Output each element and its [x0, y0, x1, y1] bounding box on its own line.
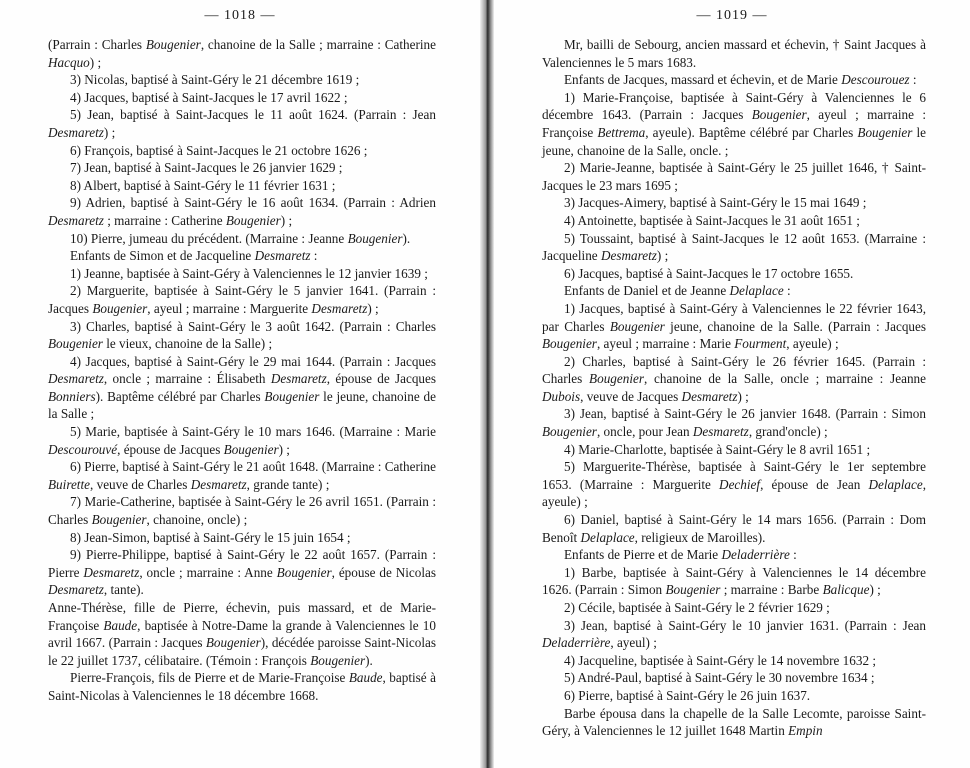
text-paragraph: 5) Marie, baptisée à Saint-Géry le 10 mars 1646. (Marraine : Marie Descourouvé, épouse de Jacques Bougenier) ;: [48, 424, 440, 457]
text-paragraph: 6) Pierre, baptisé à Saint-Géry le 26 juin 1637.: [564, 687, 811, 703]
text-paragraph: 5) André-Paul, baptisé à Saint-Géry le 30 novembre 1634 ;: [564, 670, 875, 686]
text-paragraph: 6) Pierre, baptisé à Saint-Géry le 21 août 1648. (Marraine : Catherine Buirette, veuve de Charles Desmaretz, grande tante) ;: [48, 459, 440, 492]
page-number: — 1018 —: [204, 8, 276, 23]
page-number: — 1019 —: [696, 8, 768, 23]
right-page: [494, 0, 970, 768]
left-page: [0, 0, 480, 768]
text-paragraph: 1) Marie-Françoise, baptisée à Saint-Géry à Valenciennes le 6 décembre 1643. (Parrain : Jacques Bougenier, ayeul ; marraine : Françoise Bettrema, ayeule). Baptême célébré par Charles Bougenier le jeune, chanoine de la Salle, oncle. ;: [542, 89, 930, 158]
text-paragraph: Enfants de Daniel et de Jeanne Delaplace :: [564, 283, 791, 299]
text-paragraph: 2) Charles, baptisé à Saint-Géry le 26 février 1645. (Parrain : Charles Bougenier, chanoine de la Salle, oncle ; marraine : Jeanne Dubois, veuve de Jacques Desmaretz) ;: [542, 353, 930, 404]
text-paragraph: 5) Jean, baptisé à Saint-Jacques le 11 août 1624. (Parrain : Jean Desmaretz) ;: [48, 107, 440, 140]
text-paragraph: 4) Jacqueline, baptisée à Saint-Géry le 14 novembre 1632 ;: [564, 652, 877, 668]
text-paragraph: 1) Barbe, baptisée à Saint-Géry à Valenciennes le 14 décembre 1626. (Parrain : Simon Bougenier ; marraine : Barbe Balicque) ;: [542, 564, 930, 598]
text-paragraph: 3) Nicolas, baptisé à Saint-Géry le 21 décembre 1619 ;: [70, 72, 360, 88]
text-paragraph: 5) Marguerite-Thérèse, baptisée à Saint-Géry le 1er septembre 1653. (Marraine : Marguerite Dechief, épouse de Jean Delaplace, ayeule) ;: [542, 459, 930, 510]
text-paragraph: 4) Antoinette, baptisée à Saint-Jacques le 31 août 1651 ;: [564, 212, 860, 228]
text-paragraph: Enfants de Simon et de Jacqueline Desmaretz :: [70, 248, 318, 264]
text-paragraph: Anne-Thérèse, fille de Pierre, échevin, puis massard, et de Marie-Françoise Baude, baptisée à Notre-Dame la grande à Valenciennes le 10 avril 1667. (Parrain : Jacques Bougenier), décédée paroisse Saint-Nicolas le 22 juillet 1737, célibataire. (Témoin : François Bougenier).: [48, 600, 440, 668]
text-paragraph: 2) Cécile, baptisée à Saint-Géry le 2 février 1629 ;: [564, 600, 830, 615]
text-paragraph: 3) Jean, baptisé à Saint-Géry le 26 janvier 1648. (Parrain : Simon Bougenier, oncle, pour Jean Desmaretz, grand'oncle) ;: [542, 406, 930, 440]
text-paragraph: 1) Jeanne, baptisée à Saint-Géry à Valenciennes le 12 janvier 1639 ;: [70, 265, 428, 281]
page-body: [48, 36, 440, 705]
text-paragraph: 9) Adrien, baptisé à Saint-Géry le 16 août 1634. (Parrain : Adrien Desmaretz ; marraine : Catherine Bougenier) ;: [48, 195, 440, 228]
text-paragraph: 9) Pierre-Philippe, baptisé à Saint-Géry le 22 août 1657. (Parrain : Pierre Desmaretz, oncle ; marraine : Anne Bougenier, épouse de Nicolas Desmaretz, tante).: [48, 547, 440, 598]
text-paragraph: 10) Pierre, jumeau du précédent. (Marraine : Jeanne Bougenier).: [70, 230, 411, 246]
text-paragraph: Barbe épousa dans la chapelle de la Salle Lecomte, paroisse Saint-Géry, à Valenciennes le 12 juillet 1648 Martin Empin: [542, 705, 926, 739]
text-paragraph: 3) Jean, baptisé à Saint-Géry le 10 janvier 1631. (Parrain : Jean Deladerrière, ayeul) ;: [542, 617, 930, 651]
text-paragraph: Enfants de Jacques, massard et échevin, et de Marie Descourouez :: [564, 72, 917, 88]
text-paragraph: 7) Jean, baptisé à Saint-Jacques le 26 janvier 1629 ;: [70, 160, 343, 176]
text-paragraph: 1) Jacques, baptisé à Saint-Géry à Valenciennes le 22 février 1643, par Charles Bougenier jeune, chanoine de la Salle. (Parrain : Jacques Bougenier, ayeul ; marraine : Marie Fourment, ayeule) ;: [542, 300, 930, 352]
text-paragraph: Pierre-François, fils de Pierre et de Marie-Françoise Baude, baptisé à Saint-Nicolas à Valenciennes le 18 décembre 1668.: [48, 670, 440, 703]
text-paragraph: 8) Jean-Simon, baptisé à Saint-Géry le 15 juin 1654 ;: [70, 529, 351, 545]
text-paragraph: 4) Jacques, baptisé à Saint-Jacques le 17 avril 1622 ;: [70, 89, 348, 105]
text-paragraph: 2) Marie-Jeanne, baptisée à Saint-Géry le 25 juillet 1646, † Saint-Jacques le 23 mars 1695 ;: [542, 160, 926, 193]
text-paragraph: 6) Jacques, baptisé à Saint-Jacques le 17 octobre 1655.: [564, 265, 854, 281]
text-paragraph: (Parrain : Charles Bougenier, chanoine de la Salle ; marraine : Catherine Hacquo) ;: [48, 37, 440, 70]
text-paragraph: Enfants de Pierre et de Marie Deladerrière :: [564, 547, 797, 563]
text-paragraph: 4) Marie-Charlotte, baptisée à Saint-Géry le 8 avril 1651 ;: [564, 441, 871, 457]
text-paragraph: 6) Daniel, baptisé à Saint-Géry le 14 mars 1656. (Parrain : Dom Benoît Delaplace, religieux de Maroilles).: [542, 512, 930, 545]
text-paragraph: 8) Albert, baptisé à Saint-Géry le 11 février 1631 ;: [70, 177, 336, 193]
text-paragraph: 7) Marie-Catherine, baptisée à Saint-Géry le 26 avril 1651. (Parrain : Charles Bougenier, chanoine, oncle) ;: [48, 494, 440, 528]
text-paragraph: Mr, bailli de Sebourg, ancien massard et échevin, † Saint Jacques à Valenciennes le 5 mars 1683.: [542, 37, 930, 70]
text-paragraph: 3) Charles, baptisé à Saint-Géry le 3 août 1642. (Parrain : Charles Bougenier le vieux, chanoine de la Salle) ;: [48, 318, 440, 352]
text-paragraph: 5) Toussaint, baptisé à Saint-Jacques le 12 août 1653. (Marraine : Jacqueline Desmaretz) ;: [542, 230, 930, 264]
text-paragraph: 4) Jacques, baptisé à Saint-Géry le 29 mai 1644. (Parrain : Jacques Desmaretz, oncle ; marraine : Élisabeth Desmaretz, épouse de Jacques Bonniers). Baptême célébré par Charles Bougenier le jeune, chanoine de la Salle ;: [48, 353, 440, 422]
book-gutter: [480, 0, 494, 768]
text-paragraph: 6) François, baptisé à Saint-Jacques le 21 octobre 1626 ;: [70, 142, 368, 158]
text-paragraph: 2) Marguerite, baptisée à Saint-Géry le 5 janvier 1641. (Parrain : Jacques Bougenier, ayeul ; marraine : Marguerite Desmaretz) ;: [48, 283, 440, 316]
page-body: [542, 36, 930, 740]
text-paragraph: 3) Jacques-Aimery, baptisé à Saint-Géry le 15 mai 1649 ;: [564, 195, 867, 211]
